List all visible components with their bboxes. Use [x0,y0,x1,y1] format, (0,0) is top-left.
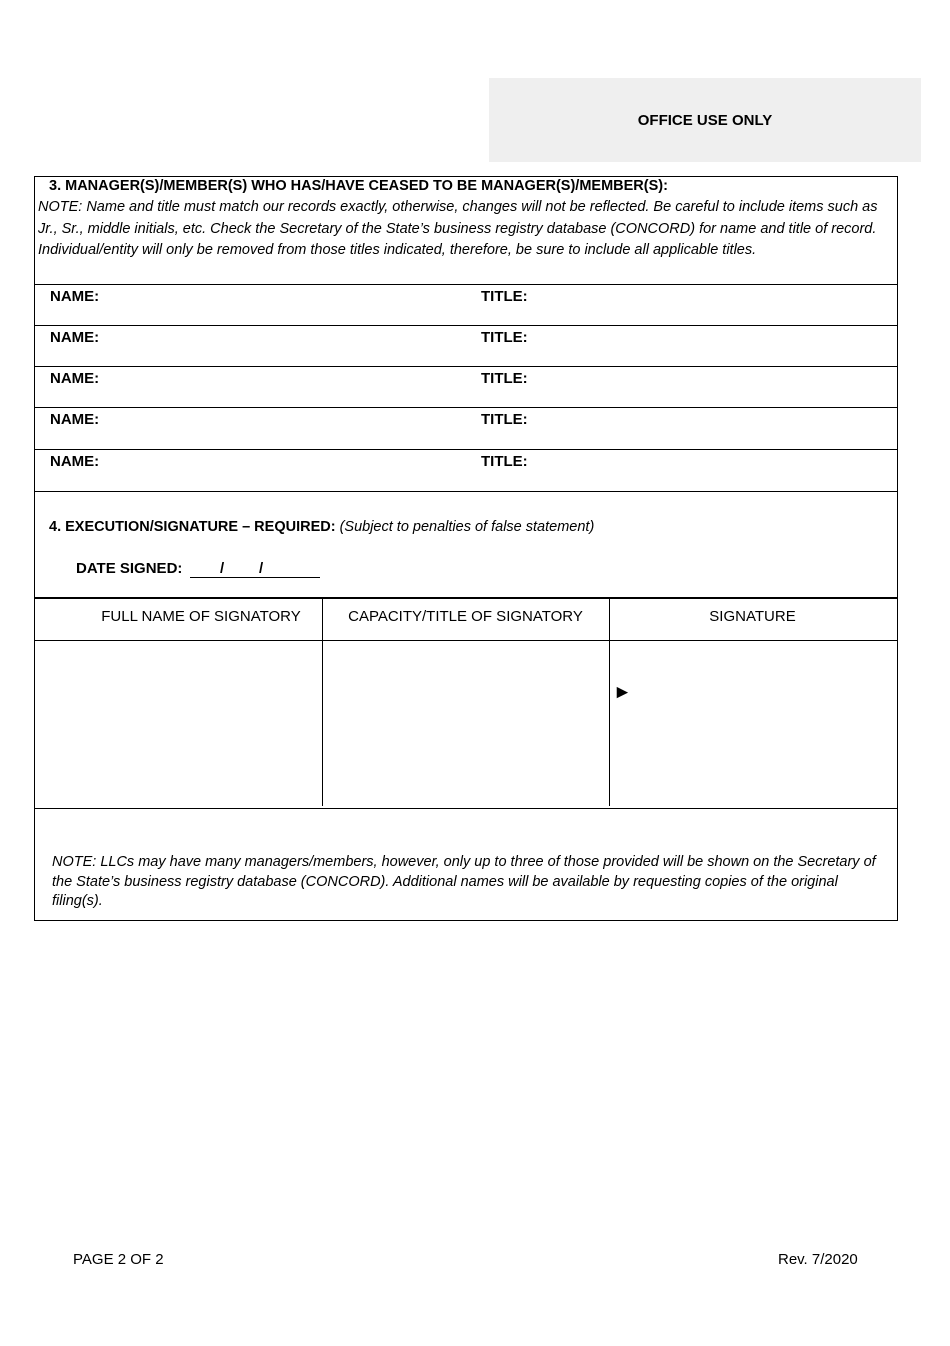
title-label: TITLE: [481,370,528,387]
section-4-heading-bold: 4. EXECUTION/SIGNATURE – REQUIRED: [49,519,336,535]
signature-arrow-icon: ► [613,682,632,703]
name-label: NAME: [50,411,100,428]
office-use-only-label: OFFICE USE ONLY [637,111,773,129]
date-separator: / [220,560,225,577]
section-3-heading: 3. MANAGER(S)/MEMBER(S) WHO HAS/HAVE CEASED TO BE MANAGER(S)/MEMBER(S): [49,178,668,194]
capacity-title-cell[interactable] [322,599,610,806]
name-title-row[interactable] [35,366,897,408]
signature-cell[interactable] [609,599,896,806]
section-3-ceased-managers [34,176,898,492]
office-use-only-box [489,78,921,162]
section-4-execution [34,490,898,921]
date-separator: / [259,560,264,577]
name-label: NAME: [50,329,100,346]
signature-header: SIGNATURE [709,608,796,625]
title-label: TITLE: [481,453,528,470]
name-title-row[interactable] [35,407,897,449]
capacity-title-header: CAPACITY/TITLE OF SIGNATORY [348,608,583,625]
revision-date: Rev. 7/2020 [778,1251,858,1268]
page-number: PAGE 2 OF 2 [73,1251,164,1268]
full-name-header: FULL NAME OF SIGNATORY [101,608,301,625]
signatory-table [35,597,897,809]
title-label: TITLE: [481,411,528,428]
name-title-row[interactable] [35,449,897,491]
full-name-cell[interactable] [35,599,323,806]
title-label: TITLE: [481,329,528,346]
section-3-note: NOTE: Name and title must match our records exactly, otherwise, changes will not be reflected. Be careful to include items such as Jr., Sr., middle initials, etc. Check the Secretary of the State’s business registry database (CONCORD) for name and title of record. Individual/entity will only be removed from those titles indicated, therefore, be sure to include all applicable titles. [38,199,878,258]
name-label: NAME: [50,288,100,305]
date-signed-field[interactable] [190,577,320,578]
name-title-row[interactable] [35,284,897,326]
name-label: NAME: [50,370,100,387]
title-label: TITLE: [481,288,528,305]
section-4-heading-italic: (Subject to penalties of false statement) [339,519,595,535]
section-4-heading [49,519,594,535]
name-title-row[interactable] [35,325,897,367]
date-signed-label: DATE SIGNED: [76,560,183,577]
section-4-note: NOTE: LLCs may have many managers/members, however, only up to three of those provided will be shown on the Secretary of the State’s business registry database (CONCORD). Additional names will be available by requesting copies of the original filing(s). [52,854,876,909]
name-label: NAME: [50,453,100,470]
